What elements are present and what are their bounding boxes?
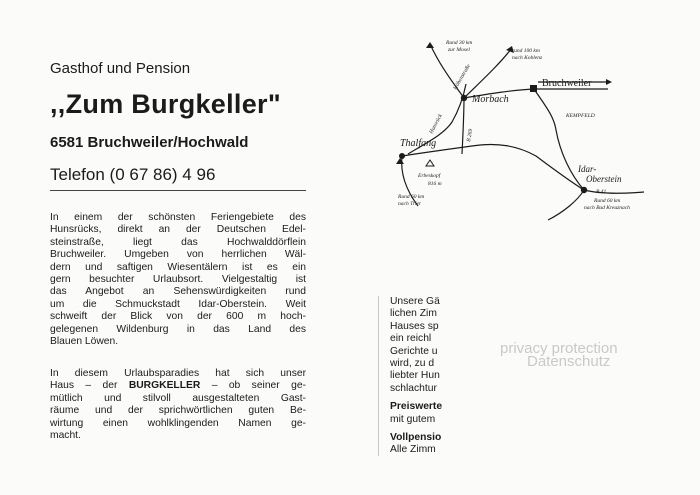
text-line: gern besuchter Urlaubsort. Vielgestaltig ist (50, 274, 306, 286)
text-line: steinstraße, liegt das Hochwalddörflein (50, 236, 306, 248)
label-kempfeld: KEMPFELD (566, 113, 595, 119)
label-trier-1: Rund 60 km (398, 194, 425, 200)
text-line: dern und saftigen Wiesentälern ist es ein (50, 261, 306, 273)
text-line: schlachtur (390, 382, 437, 394)
town-marker (581, 187, 587, 193)
location-map (388, 34, 656, 226)
watermark-line-2: Datenschutz (527, 353, 611, 370)
text-line: liebter Hun (390, 370, 440, 382)
road-kreuznach (548, 190, 584, 220)
address: 6581 Bruchweiler/Hochwald (50, 134, 249, 151)
arrow-trier (396, 158, 404, 164)
text-line: Hunsrücks, direkt an der Deutschen Edel- (50, 224, 306, 236)
label-mosel-2: zur Mosel (448, 47, 470, 53)
map-labels (397, 40, 630, 211)
label-erbeskopf-1: Erbeskopf (418, 173, 441, 179)
label-hunsruck-1: Hunsrück (428, 113, 444, 135)
text-line: macht. (50, 430, 81, 442)
town-morbach: Morbach (472, 94, 509, 105)
arrow-mosel (426, 42, 434, 48)
page-fold (378, 296, 379, 456)
text-line: mit gutem (390, 413, 436, 425)
label-kreuznach-1: Rund 60 km (594, 198, 621, 204)
divider (50, 190, 306, 191)
mountain-icon (426, 160, 434, 166)
label-trier-2: nach Trier (398, 201, 422, 207)
text-line: wirtung einen wohlklingenden Namen ge- (50, 417, 306, 429)
town-marker (530, 85, 537, 92)
business-type: Gasthof und Pension (50, 60, 191, 77)
text-line: In einem der schönsten Feriengebiete des (50, 212, 306, 223)
text-line: gelegenen Wildenburg in das Land des (50, 323, 306, 335)
cropped-paragraph (390, 296, 450, 456)
text-line: wird, zu d (390, 358, 435, 370)
town-idar-2: Oberstein (586, 174, 622, 184)
town-thalfang: Thalfang (400, 138, 437, 149)
text-line: Bruchweiler. Umgeben von herrlichen Wäl- (50, 249, 306, 261)
text-line-bold: Vollpensio (390, 432, 442, 444)
text-line: das Angebot an Sehenswürdigkeiten rund (50, 286, 306, 298)
road-idar (534, 89, 584, 190)
road-idar-east (584, 190, 644, 193)
text-fragment: – ob seiner ge- (200, 380, 306, 392)
label-mosel-1: Rund 30 km (446, 40, 473, 46)
text-line: räume und der sprichwörtlichen guten Be- (50, 405, 306, 417)
label-hunsruck-2: Höhenstraße (452, 63, 472, 91)
text-line: ein reichl (390, 333, 432, 345)
text-line-bold: Preiswerte (390, 401, 443, 413)
phone-number: Telefon (0 67 86) 4 96 (50, 165, 216, 184)
road-b269 (462, 98, 464, 154)
text-line: um die Schmuckstadt Idar-Oberstein. Weit (50, 298, 306, 310)
house-paragraph (50, 368, 306, 442)
intro-paragraph (50, 212, 306, 348)
label-koblenz-2: nach Koblenz (512, 55, 543, 61)
business-name: ,,Zum Burgkeller" (50, 89, 281, 119)
text-line: mütlich und stilvoll ausgestalteten Gast- (50, 392, 306, 404)
text-line: Unsere Gä (390, 296, 440, 307)
arrow-east (606, 79, 612, 85)
text-line: Hauses sp (390, 320, 439, 332)
roads (402, 44, 644, 220)
text-line: Blauen Löwen. (50, 336, 119, 348)
label-koblenz-1: rund 100 km (512, 48, 540, 54)
town-marker (399, 153, 405, 159)
town-bruchweiler: Bruchweiler (542, 78, 592, 89)
town-idar-1: Idar- (578, 164, 597, 174)
text-line: Gerichte u (390, 345, 438, 357)
highlighted-name: BURGKELLER (128, 380, 201, 392)
town-marker (461, 95, 467, 101)
road-koblenz (464, 48, 512, 98)
text-fragment: Haus – der (50, 380, 129, 392)
watermark-line-1: privacy protection (500, 340, 618, 357)
text-line (50, 380, 306, 392)
text-line: lichen Zim (390, 308, 437, 320)
text-line: In diesem Urlaubsparadies hat sich unser (50, 368, 306, 379)
label-kreuznach-2: nach Bad Kreuznach (584, 205, 630, 211)
label-b269: B 269 (466, 128, 475, 143)
text-line: Alle Zimm (390, 444, 436, 456)
label-erbeskopf-2: 816 m (428, 181, 442, 187)
text-line: schweift der Blick von der 600 m hoch- (50, 311, 306, 323)
label-b41: B 41 (596, 189, 607, 195)
